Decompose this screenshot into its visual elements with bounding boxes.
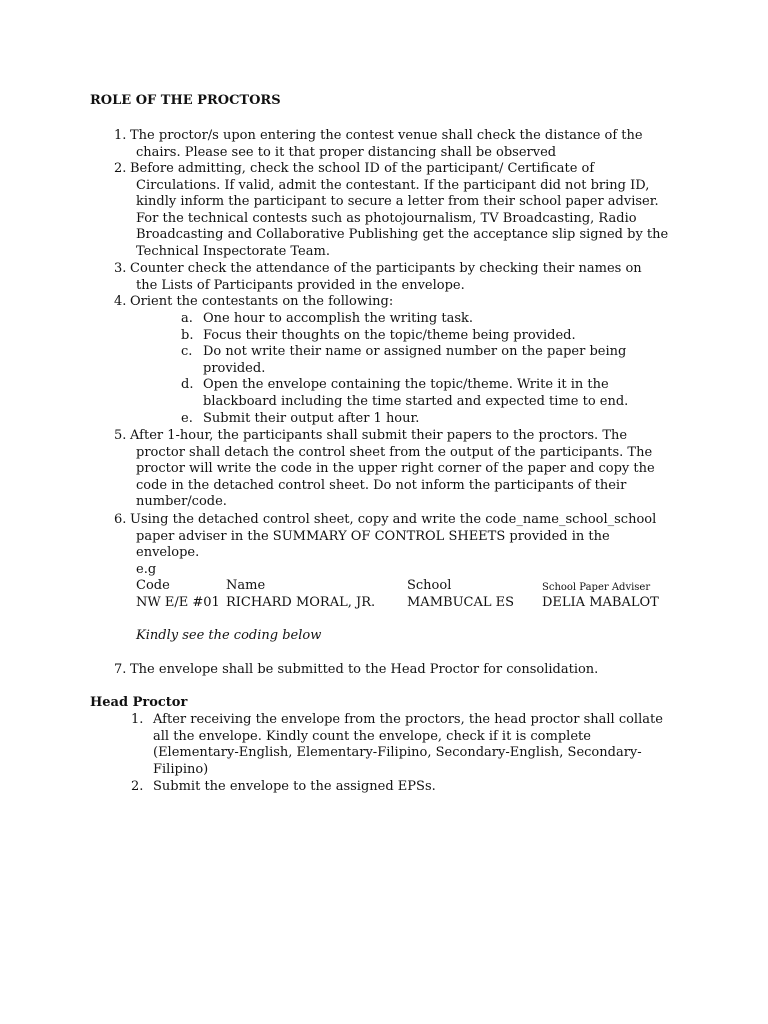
item-text: Before admitting, check the school ID of the participant/ Certificate of [130,161,595,176]
subitem-letter: b. [181,327,194,343]
section-heading: Head Proctor [90,695,188,710]
subitem-text: Do not write their name or assigned number on the paper being [203,344,627,360]
item-text: paper adviser in the SUMMARY OF CONTROL SHEETS provided in the [136,528,610,544]
subitem-letter: a. [181,311,193,326]
head-item-text: all the envelope. Kindly count the envelope, check if it is complete [153,728,591,744]
subitem-text: Focus their thoughts on the topic/theme being provided. [203,327,576,343]
head-item-number: 1. [131,712,144,727]
item-number: 6. [114,512,127,527]
head-item-text: Submit the envelope to the assigned EPSs. [153,779,436,794]
item-number: 1. [114,128,127,143]
coding-note: Kindly see the coding below [136,628,322,643]
item-text: Technical Inspectorate Team. [136,244,330,259]
subitem-text: Open the envelope containing the topic/theme. Write it in the [203,377,609,393]
item-number: 7. [114,662,127,677]
item-text: Counter check the attendance of the participants by checking their names on [130,261,642,276]
subitem-text: blackboard including the time started and expected time to end. [203,394,629,409]
subitem-letter: e. [181,410,193,426]
example-header-adviser: School Paper Adviser [542,582,651,594]
item-text: number/code. [136,494,227,510]
item-text: envelope. [136,545,200,561]
page-title: ROLE OF THE PROCTORS [90,93,281,108]
item-text: proctor shall detach the control sheet from the output of the participants. The [136,444,653,460]
item-text: After 1-hour, the participants shall submit their papers to the proctors. The [130,428,628,443]
item-text: proctor will write the code in the upper right corner of the paper and copy the [136,461,655,477]
example-header-school: School [407,578,452,594]
item-text: e.g [136,561,157,577]
item-number: 3. [114,261,127,276]
head-item-text: Filipino) [153,761,209,777]
subitem-letter: c. [181,344,193,360]
item-number: 5. [114,428,127,443]
item-text: Broadcasting and Collaborative Publishing get the acceptance slip signed by the [136,227,669,243]
item-text: For the technical contests such as photojournalism, TV Broadcasting, Radio [136,210,637,226]
head-item-text: (Elementary-English, Elementary-Filipino, Secondary-English, Secondary- [153,745,642,761]
item-text: The proctor/s upon entering the contest venue shall check the distance of the [130,128,643,143]
item-text: code in the detached control sheet. Do not inform the participants of their [136,477,627,493]
item-text: Orient the contestants on the following: [130,294,394,309]
item-text: Circulations. If valid, admit the contestant. If the participant did not bring ID, [136,177,650,193]
item-text: chairs. Please see to it that proper distancing shall be observed [136,144,557,160]
item-number: 4. [114,294,127,309]
item-text: the Lists of Participants provided in the envelope. [136,277,465,293]
item-number: 2. [114,161,127,176]
subitem-text: Submit their output after 1 hour. [203,410,420,426]
example-cell-code: NW E/E #01 [136,595,220,610]
item-text: kindly inform the participant to secure a letter from their school paper adviser. [136,194,659,210]
head-item-text: After receiving the envelope from the proctors, the head proctor shall collate [153,712,663,727]
example-header-code: Code [136,578,170,594]
example-cell-name: RICHARD MORAL, JR. [226,595,376,610]
subitem-text: One hour to accomplish the writing task. [203,311,474,326]
head-item-number: 2. [131,779,144,794]
subitem-text: provided. [203,360,266,376]
subitem-letter: d. [181,377,194,393]
example-cell-school: MAMBUCAL ES [407,595,515,610]
example-cell-adviser: DELIA MABALOT [542,595,659,610]
example-header-name: Name [226,578,266,594]
item-text: Using the detached control sheet, copy and write the code_name_school_school [130,512,657,527]
item-text: The envelope shall be submitted to the Head Proctor for consolidation. [130,662,599,677]
